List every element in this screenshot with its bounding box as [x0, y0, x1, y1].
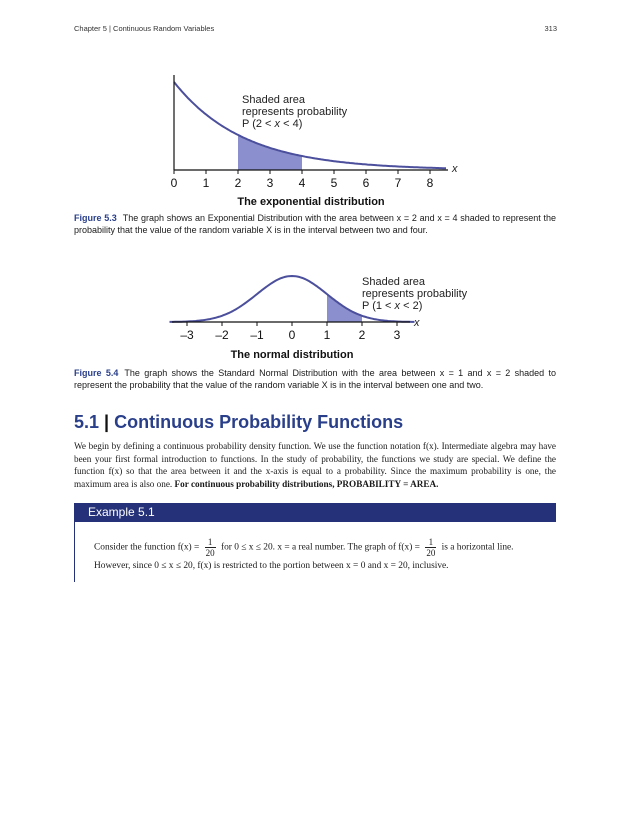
exp-figure-title: The exponential distribution: [237, 196, 385, 208]
section-number: 5.1: [74, 412, 100, 432]
normal-tick-label: 0: [288, 328, 296, 342]
page-number: 313: [544, 24, 557, 33]
example-line-1-a: Consider the function f(x) =: [94, 542, 200, 553]
example-line-1: [94, 537, 514, 558]
normal-annotation-prob: P (1 < x < 2): [362, 300, 423, 312]
example-fraction-1-num: 1: [205, 537, 216, 548]
figure-5-3-caption: [74, 213, 556, 236]
exp-annotation-line2: represents probability: [242, 106, 348, 118]
example-side-rule: [74, 522, 75, 582]
example-line-2: However, since 0 ≤ x ≤ 20, f(x) is restricted to the portion between x = 0 and x = 20, inclusive.: [94, 561, 449, 571]
exp-tick-label: 3: [266, 176, 274, 190]
intro-paragraph-bold: For continuous probability distributions, PROBABILITY = AREA.: [174, 478, 439, 489]
example-line-1-b: for 0 ≤ x ≤ 20. x = a real number. The graph of f(x) =: [220, 542, 420, 553]
exp-tick-label: 5: [330, 176, 338, 190]
normal-tick-label: –3: [180, 328, 194, 342]
exponential-figure: [0, 0, 630, 210]
exp-tick-label: 8: [426, 176, 434, 190]
exp-ticks: [171, 170, 434, 190]
figure-5-4-caption: [74, 368, 556, 391]
exp-annotation-prob: P (2 < x < 4): [242, 118, 303, 130]
normal-figure: [0, 250, 630, 365]
figure-5-4-label: Figure 5.4: [74, 368, 119, 378]
exp-tick-label: 0: [170, 176, 178, 190]
section-heading: [74, 412, 403, 433]
normal-annotation-line1: Shaded area: [362, 276, 425, 288]
normal-tick-label: –2: [215, 328, 229, 342]
figure-5-3-label: Figure 5.3: [74, 213, 117, 223]
exp-tick-label: 1: [202, 176, 210, 190]
section-title: Continuous Probability Functions: [114, 412, 404, 432]
running-head: Chapter 5 | Continuous Random Variables: [74, 24, 215, 33]
figure-5-4-text: The graph shows the Standard Normal Distribution with the area between x = 1 and x = 2 shaded to represent the probability that the value of the random variable X is in the interval between one and two.: [74, 368, 557, 390]
exp-axis-variable: x: [452, 163, 458, 175]
normal-axis-variable: x: [414, 317, 420, 329]
example-title: Example 5.1: [88, 505, 155, 519]
intro-paragraph: [74, 440, 556, 490]
normal-figure-title: The normal distribution: [230, 349, 354, 361]
normal-tick-label: 2: [358, 328, 366, 342]
example-fraction-2-num: 1: [425, 537, 436, 548]
example-fraction-1: [205, 537, 216, 558]
exp-tick-label: 4: [298, 176, 306, 190]
normal-ticks: [180, 322, 400, 342]
normal-annotation-line2: represents probability: [362, 288, 468, 300]
normal-tick-label: 1: [323, 328, 331, 342]
figure-5-3-text: The graph shows an Exponential Distribution with the area between x = 2 and x = 4 shaded to represent the probability that the value of the random variable X is in the interval between two and four.: [74, 213, 556, 235]
exp-tick-label: 6: [362, 176, 370, 190]
exp-tick-label: 2: [234, 176, 242, 190]
example-fraction-2: [425, 537, 436, 558]
example-fraction-1-den: 20: [205, 548, 215, 558]
example-line-1-c: is a horizontal line.: [441, 542, 514, 553]
example-fraction-2-den: 20: [426, 548, 436, 558]
normal-tick-label: 3: [393, 328, 401, 342]
exp-annotation-line1: Shaded area: [242, 94, 305, 106]
exp-curve: [174, 82, 446, 168]
section-separator: |: [104, 412, 110, 432]
intro-paragraph-text: We begin by defining a continuous probability density function. We use the function notation f(x). Intermediate algebra may have been your first formal introduction to functions. In the study of probability, the functions we study are special. We define the function f(x) so that the area between it and the x-axis is equal to a probability. Since the maximum probability is one, the maximum area is also one.: [74, 441, 556, 489]
normal-tick-label: –1: [250, 328, 264, 342]
exp-tick-label: 7: [394, 176, 402, 190]
